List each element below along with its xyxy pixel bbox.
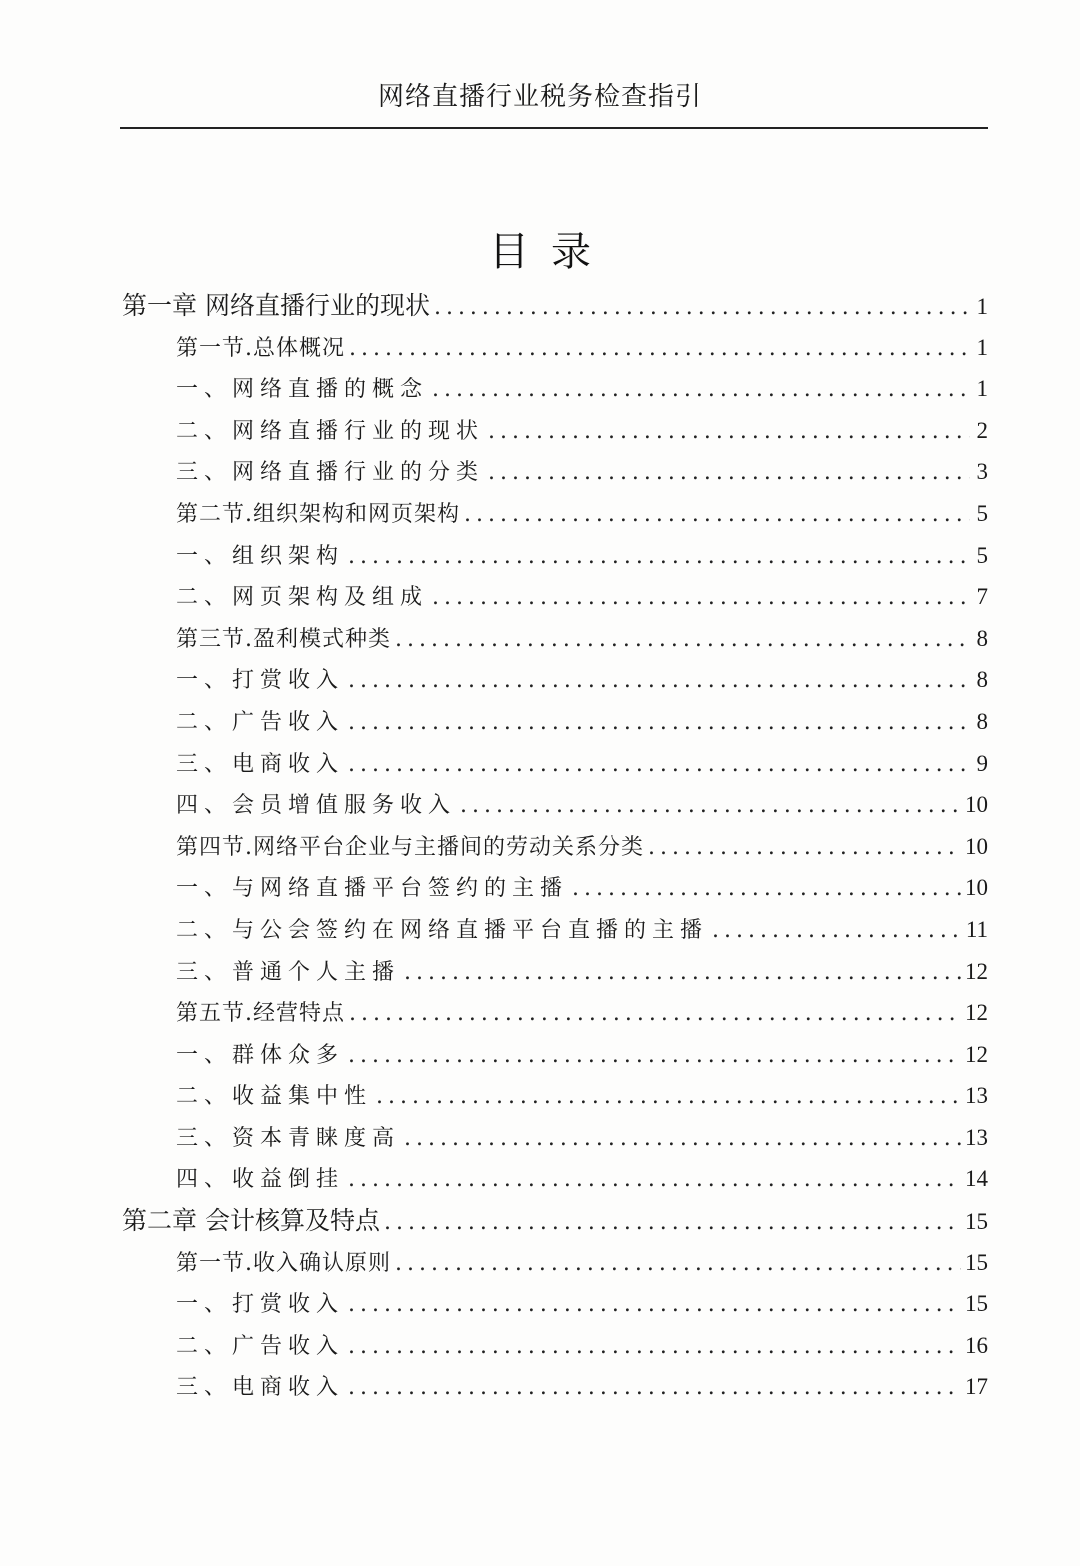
toc-entry[interactable]	[0, 285, 1080, 327]
toc-entry-page-number: 8	[976, 667, 988, 693]
toc-entry-page-number: 14	[965, 1166, 988, 1192]
toc-entry-page-number: 5	[976, 542, 988, 568]
table-of-contents	[0, 285, 1080, 1408]
toc-dot-leader	[348, 702, 970, 744]
toc-dot-leader	[432, 577, 970, 619]
toc-entry-page-number: 1	[976, 376, 988, 402]
toc-entry[interactable]	[0, 909, 1080, 951]
toc-entry-label: 第二章 会计核算及特点	[122, 1206, 380, 1236]
toc-entry[interactable]	[0, 1366, 1080, 1408]
toc-dot-leader	[395, 619, 970, 661]
toc-entry-label: 三、电商收入	[176, 1375, 345, 1401]
toc-entry-label: 三、电商收入	[176, 751, 345, 777]
toc-entry[interactable]	[0, 1034, 1080, 1076]
toc-entry-page-number: 10	[965, 792, 988, 818]
toc-entry-label: 第五节.经营特点	[176, 1001, 345, 1027]
toc-dot-leader	[404, 1118, 961, 1160]
toc-entry-page-number: 10	[965, 875, 988, 901]
toc-entry-label: 第一节.收入确认原则	[176, 1250, 391, 1276]
toc-entry-label: 第四节.网络平台企业与主播间的劳动关系分类	[176, 834, 644, 860]
toc-dot-leader	[348, 660, 970, 702]
toc-dot-leader	[434, 287, 970, 329]
toc-entry-label: 二、网页架构及组成	[176, 585, 429, 611]
toc-entry-label: 第三节.盈利模式种类	[176, 626, 391, 652]
toc-entry-label: 一、网络直播的概念	[176, 377, 429, 403]
toc-entry-label: 二、网络直播行业的现状	[176, 418, 485, 444]
toc-entry-page-number: 5	[976, 500, 988, 526]
toc-entry[interactable]	[0, 951, 1080, 993]
toc-entry-page-number: 12	[965, 1041, 988, 1067]
toc-dot-leader	[348, 1284, 961, 1326]
toc-entry[interactable]	[0, 327, 1080, 369]
toc-entry-label: 二、与公会签约在网络直播平台直播的主播	[176, 917, 709, 943]
toc-entry[interactable]	[0, 1117, 1080, 1159]
toc-entry-page-number: 11	[965, 916, 988, 942]
toc-entry-page-number: 2	[976, 417, 988, 443]
toc-entry-label: 一、群体众多	[176, 1042, 345, 1068]
header-rule	[120, 127, 988, 129]
toc-entry-page-number: 15	[965, 1209, 988, 1235]
toc-entry[interactable]	[0, 1075, 1080, 1117]
toc-entry-label: 一、打赏收入	[176, 1292, 345, 1318]
toc-dot-leader	[712, 910, 962, 952]
toc-entry[interactable]	[0, 659, 1080, 701]
toc-entry[interactable]	[0, 826, 1080, 868]
toc-dot-leader	[348, 1367, 961, 1409]
toc-dot-leader	[404, 952, 961, 994]
toc-entry-page-number: 17	[965, 1374, 988, 1400]
toc-entry-label: 一、与网络直播平台签约的主播	[176, 876, 569, 902]
toc-entry-page-number: 16	[965, 1332, 988, 1358]
toc-entry-label: 第二节.组织架构和网页架构	[176, 501, 460, 527]
toc-entry[interactable]	[0, 1242, 1080, 1284]
toc-entry-page-number: 12	[965, 1000, 988, 1026]
toc-entry-page-number: 15	[965, 1249, 988, 1275]
toc-title: 目录	[489, 229, 613, 275]
toc-entry-label: 第一节.总体概况	[176, 335, 345, 361]
toc-dot-leader	[348, 1035, 961, 1077]
toc-entry-page-number: 7	[976, 584, 988, 610]
toc-entry-page-number: 15	[965, 1291, 988, 1317]
toc-entry-page-number: 8	[976, 708, 988, 734]
toc-entry[interactable]	[0, 576, 1080, 618]
toc-dot-leader	[648, 827, 961, 869]
toc-entry[interactable]	[0, 992, 1080, 1034]
toc-entry[interactable]	[0, 410, 1080, 452]
toc-entry-label: 二、收益集中性	[176, 1084, 373, 1110]
toc-entry[interactable]	[0, 618, 1080, 660]
toc-dot-leader	[384, 1202, 961, 1244]
toc-dot-leader	[488, 452, 970, 494]
toc-entry-page-number: 10	[965, 833, 988, 859]
toc-entry-label: 三、普通个人主播	[176, 959, 401, 985]
toc-entry-label: 二、广告收入	[176, 1333, 345, 1359]
toc-dot-leader	[572, 868, 961, 910]
toc-dot-leader	[349, 993, 961, 1035]
toc-entry[interactable]	[0, 743, 1080, 785]
toc-dot-leader	[348, 1326, 961, 1368]
toc-entry-label: 一、组织架构	[176, 543, 345, 569]
toc-dot-leader	[395, 1243, 961, 1285]
toc-entry-page-number: 1	[976, 294, 988, 319]
running-header: 网络直播行业税务检查指引	[377, 82, 702, 112]
toc-entry-label: 四、会员增值服务收入	[176, 793, 457, 819]
toc-dot-leader	[376, 1076, 961, 1118]
toc-entry[interactable]	[0, 451, 1080, 493]
toc-dot-leader	[348, 536, 970, 578]
toc-entry[interactable]	[0, 493, 1080, 535]
toc-entry[interactable]	[0, 701, 1080, 743]
toc-dot-leader	[488, 411, 970, 453]
toc-entry-label: 二、广告收入	[176, 709, 345, 735]
toc-dot-leader	[348, 1159, 961, 1201]
toc-entry-label: 四、收益倒挂	[176, 1167, 345, 1193]
toc-entry-page-number: 13	[965, 1083, 988, 1109]
toc-dot-leader	[464, 494, 970, 536]
toc-entry[interactable]	[0, 1325, 1080, 1367]
toc-entry[interactable]	[0, 535, 1080, 577]
toc-dot-leader	[460, 785, 961, 827]
toc-entry[interactable]	[0, 1200, 1080, 1242]
toc-entry-page-number: 1	[976, 334, 988, 360]
toc-entry-label: 三、资本青睐度高	[176, 1125, 401, 1151]
toc-dot-leader	[349, 328, 970, 370]
toc-entry[interactable]	[0, 867, 1080, 909]
toc-dot-leader	[432, 369, 970, 411]
toc-entry-page-number: 8	[976, 625, 988, 651]
toc-entry-page-number: 13	[965, 1124, 988, 1150]
toc-entry[interactable]	[0, 784, 1080, 826]
toc-entry-page-number: 3	[976, 459, 988, 485]
toc-entry[interactable]	[0, 368, 1080, 410]
toc-entry-label: 一、打赏收入	[176, 668, 345, 694]
toc-dot-leader	[348, 744, 970, 786]
toc-entry[interactable]	[0, 1283, 1080, 1325]
toc-entry[interactable]	[0, 1158, 1080, 1200]
toc-entry-label: 第一章 网络直播行业的现状	[122, 291, 430, 320]
toc-entry-page-number: 12	[965, 958, 988, 984]
toc-entry-page-number: 9	[976, 750, 988, 776]
toc-entry-label: 三、网络直播行业的分类	[176, 460, 485, 486]
